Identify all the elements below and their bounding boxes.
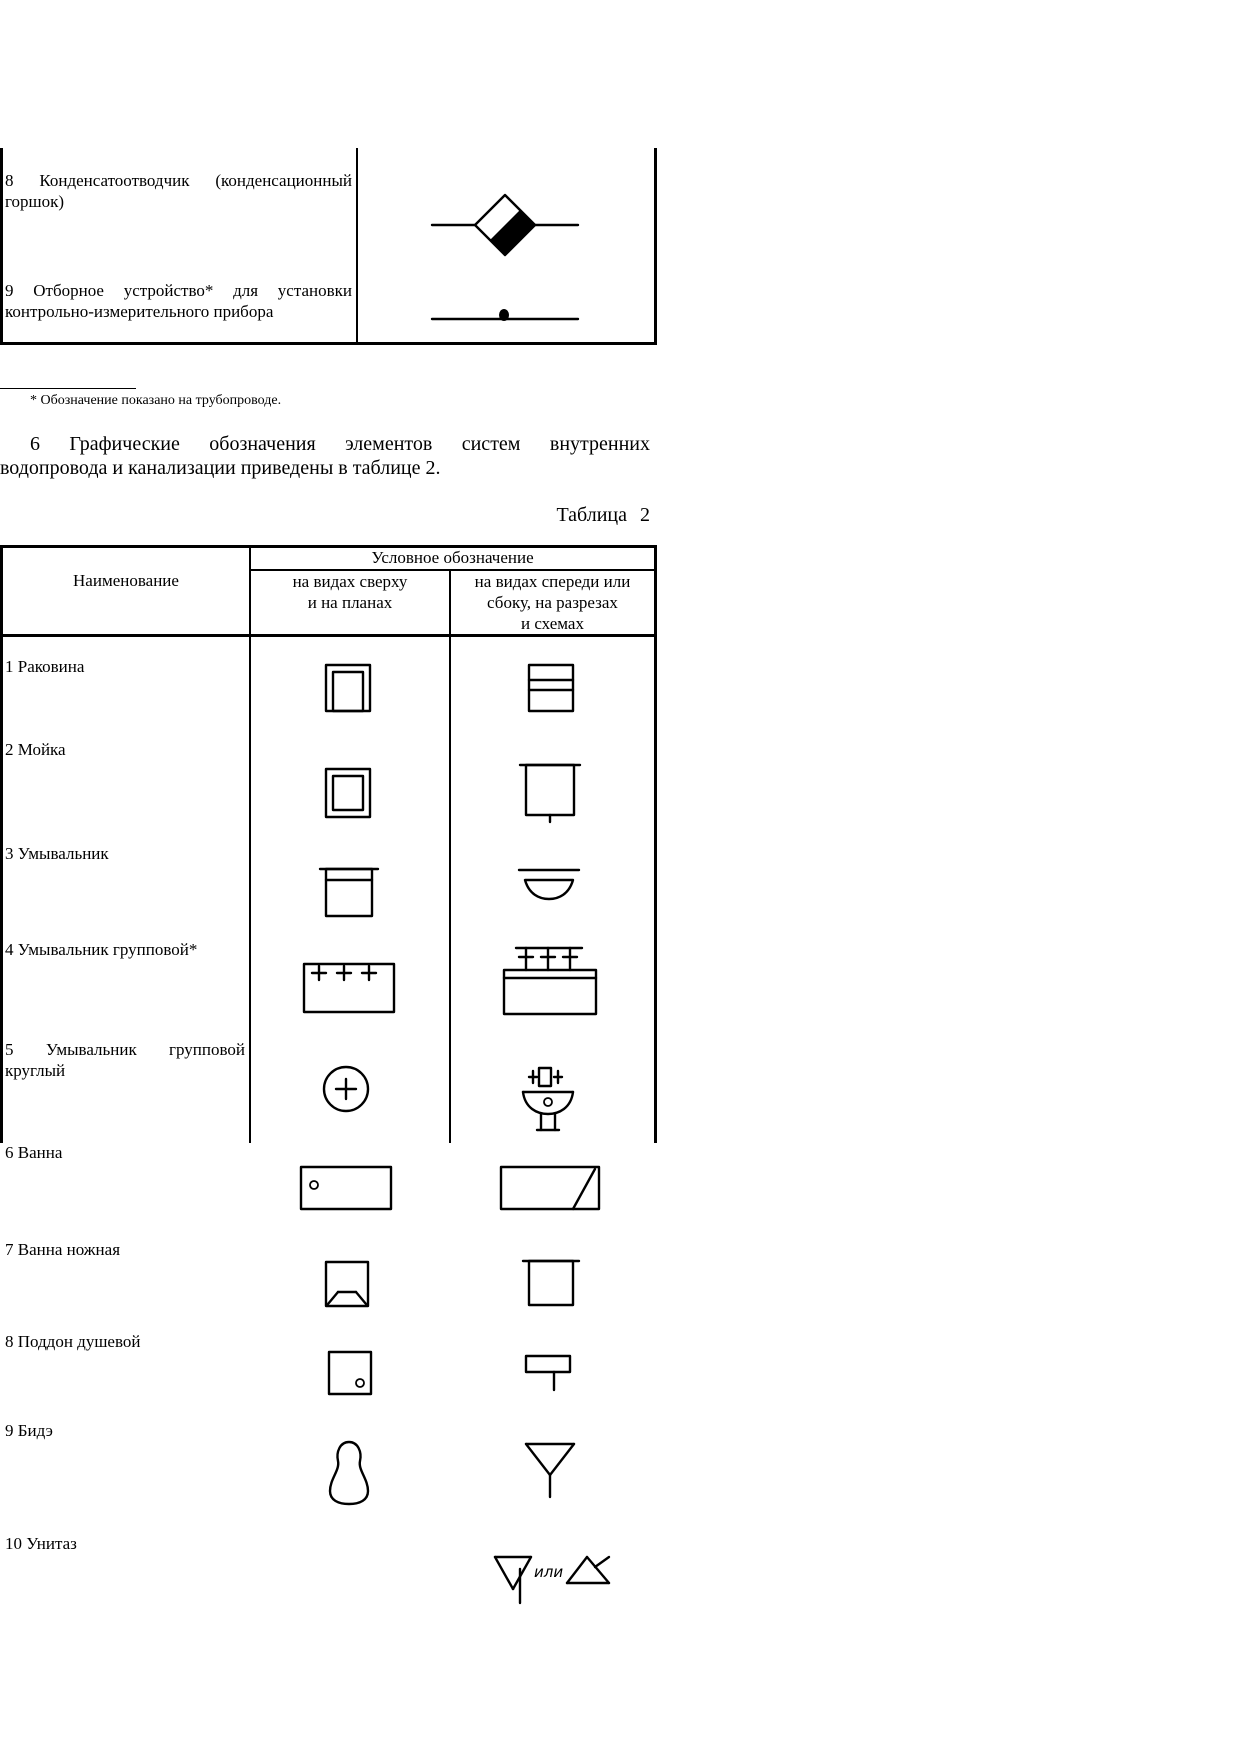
shower-tray-top-view-icon: [327, 1350, 373, 1396]
table1-left-border: [0, 148, 3, 344]
table2-header-bottom: [0, 634, 657, 637]
table2-col2-border: [449, 570, 451, 1143]
foot-bath-front-view-icon: [521, 1258, 581, 1308]
table1-row8-name-line2: горшок): [5, 192, 65, 211]
table2-header-front-view-line1: на видах спереди или: [474, 572, 631, 591]
sink-front-view-icon: [527, 663, 575, 713]
foot-bath-top-view-icon: [324, 1260, 370, 1308]
table2-header-group: Условное обозначение: [371, 548, 534, 567]
row-label-sink: 1 Раковина: [5, 657, 85, 676]
washbasin-front-view-icon: [517, 866, 581, 902]
footnote-separator: [0, 388, 136, 389]
kitchen-sink-front-view-icon: [518, 762, 582, 824]
table2-right-border: [654, 545, 657, 1143]
washbasin-top-view-icon: [318, 866, 380, 918]
table2-left-border: [0, 545, 3, 1143]
round-washbasin-top-view-icon: [321, 1064, 371, 1114]
steam-trap-icon: [430, 190, 580, 260]
table2-header-name: Наименование: [73, 571, 179, 590]
group-washbasin-top-view-icon: [302, 962, 396, 1014]
paragraph-line1: 6 Графические обозначения элементов систем внутренних: [30, 433, 650, 455]
table1-mid-border: [356, 148, 358, 344]
group-washbasin-front-view-icon: [502, 944, 598, 1016]
table2-header-top-view-line2: и на планах: [307, 593, 393, 612]
table1-row9-name-line1: 9 Отборное устройство* для установки: [5, 281, 352, 300]
bathtub-front-view-icon: [499, 1165, 601, 1211]
bathtub-top-view-icon: [299, 1165, 393, 1211]
round-washbasin-front-view-icon: [521, 1066, 575, 1134]
sampling-device-icon: [430, 305, 580, 325]
paragraph-line2: водопровода и канализации приведены в таблице 2.: [0, 457, 441, 479]
footnote-text: * Обозначение показано на трубопроводе.: [30, 393, 282, 408]
table1-row8-name-line1: 8 Конденсатоотводчик (конденсационный: [5, 171, 352, 190]
bidet-front-view-icon: [524, 1441, 576, 1499]
table2-caption: Таблица 2: [556, 504, 650, 526]
table1-row9-name-line2: контрольно-измерительного прибора: [5, 302, 274, 321]
table1-right-border: [654, 148, 657, 344]
toilet-variant-a-icon: [492, 1553, 534, 1605]
row-label-round-washbasin-line2: круглый: [5, 1061, 66, 1080]
row-label-bathtub: 6 Ванна: [5, 1143, 63, 1162]
row-label-washbasin: 3 Умывальник: [5, 844, 109, 863]
row-label-group-washbasin: 4 Умывальник групповой*: [5, 940, 198, 959]
row-label-kitchen-sink: 2 Мойка: [5, 740, 66, 759]
table1-bottom-border: [0, 342, 657, 345]
kitchen-sink-top-view-icon: [324, 767, 372, 819]
row-label-foot-bath: 7 Ванна ножная: [5, 1240, 121, 1259]
table2-header-front-view-line3: и схемах: [521, 614, 584, 633]
table2-header-front-view-line2: сбоку, на разрезах: [487, 593, 618, 612]
bidet-top-view-icon: [327, 1439, 371, 1507]
toilet-variant-b-icon: [565, 1553, 611, 1587]
row-label-bidet: 9 Бидэ: [5, 1421, 53, 1440]
toilet-or-text: или: [534, 1563, 564, 1581]
row-label-toilet: 10 Унитаз: [5, 1534, 77, 1553]
shower-tray-front-view-icon: [524, 1354, 574, 1394]
sink-top-view-icon: [324, 663, 372, 713]
table2-col1-border: [249, 545, 251, 1143]
row-label-round-washbasin-line1: 5 Умывальник групповой: [5, 1040, 245, 1059]
table2-header-top-view-line1: на видах сверху: [292, 572, 408, 591]
row-label-shower-tray: 8 Поддон душевой: [5, 1332, 141, 1351]
